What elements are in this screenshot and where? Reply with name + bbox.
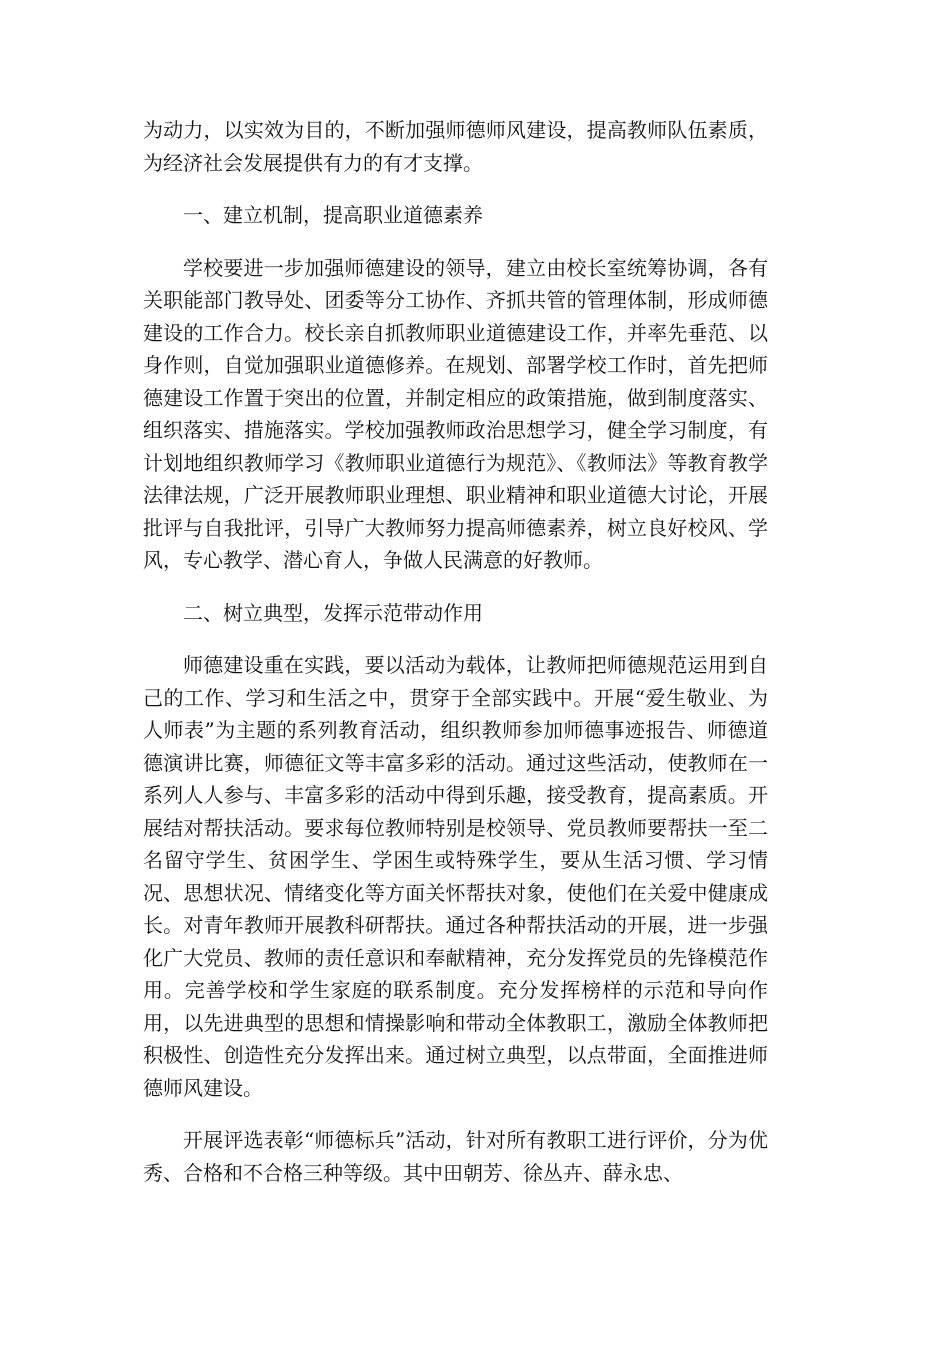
section-heading-1: 一、建立机制，提高职业道德素养 — [183, 203, 483, 227]
paragraph-role-models: 师德建设重在实践，要以活动为载体，让教师把师德规范运用到自己的工作、学习和生活之中，贯穿于全部实践中。开展“爱生敬业、为人师表”为主题的系列教育活动，组织教师参加师德事迹报告、师德道德演讲比赛，师德征文等丰富多彩的活动。通过这些活动，使教师在一系列人人参与、丰富多彩的活动中得到乐趣，接受教育，提高素质。开展结对帮扶活动。要求每位教师特别是校领导、党员教师要帮扶一至二名留守学生、贫困学生、学困生或特殊学生，要从生活习惯、学习情况、思想状况、情绪变化等方面关怀帮扶对象，使他们在关爱中健康成长。对青年教师开展教科研帮扶。通过各种帮扶活动的开展，进一步强化广大党员、教师的责任意识和奉献精神，充分发挥党员的先锋模范作用。完善学校和学生家庭的联系制度。充分发挥榜样的示范和导向作用，以先进典型的思想和情操影响和带动全体教职工，激励全体教师把积极性、创造性充分发挥出来。通过树立典型，以点带面，全面推进师德师风建设。 — [143, 653, 768, 1100]
section-heading-2: 二、树立典型，发挥示范带动作用 — [183, 600, 483, 625]
paragraph-continued: 为动力，以实效为目的，不断加强师德师风建设，提高教师队伍素质，为经济社会发展提供有力的有才支撑。 — [143, 118, 768, 175]
paragraph-mechanism: 学校要进一步加强师德建设的领导，建立由校长室统筹协调，各有关职能部门教导处、团委等分工协作、齐抓共管的管理体制，形成师德建设的工作合力。校长亲自抓教师职业道德建设工作，并率先垂范、以身作则，自觉加强职业道德修养。在规划、部署学校工作时，首先把师德建设工作置于突出的位置，并制定相应的政策措施，做到制度落实、组织落实、措施落实。学校加强教师政治思想学习，健全学习制度，有计划地组织教师学习《教师职业道德行为规范》、《教师法》等教育教学法律法规，广泛开展教师职业理想、职业精神和职业道德大讨论，开展批评与自我批评，引导广大教师努力提高师德素养，树立良好校风、学风，专心教学、潜心育人，争做人民满意的好教师。 — [143, 255, 768, 572]
document-body — [143, 114, 768, 1209]
paragraph-awards: 开展评选表彰“师德标兵”活动，针对所有教职工进行评价，分为优秀、合格和不合格三种等级。其中田朝芳、徐丛卉、薛永忠、 — [143, 1128, 768, 1185]
